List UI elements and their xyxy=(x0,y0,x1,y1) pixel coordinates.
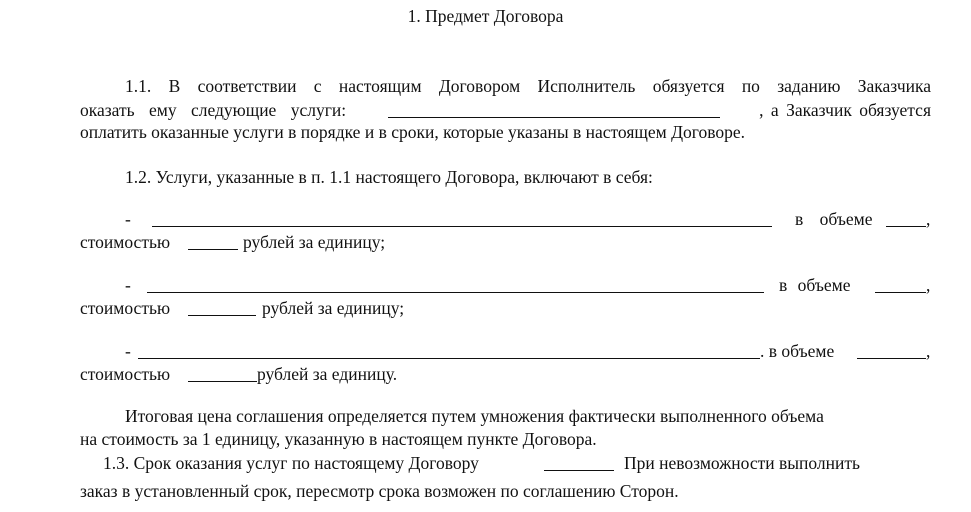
section-title: 1. Предмет Договора xyxy=(407,6,564,26)
item-3-cost-label: стоимостью xyxy=(80,364,171,384)
item-2-service-blank[interactable] xyxy=(147,275,764,293)
item-3-cost-blank[interactable] xyxy=(188,364,257,382)
item-3-volume-blank[interactable] xyxy=(857,341,926,359)
item-1-dash: - xyxy=(125,209,131,229)
paragraph-1-3-line-2: заказ в установленный срок, пересмотр срока возможен по соглашению Сторон. xyxy=(80,481,679,501)
paragraph-1-1-line-2-end: , а Заказчик обязуется xyxy=(759,100,931,120)
services-blank-field[interactable] xyxy=(388,100,720,118)
paragraph-1-1-line-3: оплатить оказанные услуги в порядке и в сроки, которые указаны в настоящем Договоре. xyxy=(80,122,746,142)
total-price-line-2: на стоимость за 1 единицу, указанную в настоящем пункте Договора. xyxy=(80,429,597,449)
item-2-volume-label: в объеме xyxy=(779,275,851,295)
word: настоящим xyxy=(338,76,422,96)
item-1-cost-suffix: рублей за единицу; xyxy=(243,232,386,252)
item-2-cost-blank[interactable] xyxy=(188,298,256,316)
paragraph-1-3-line-1-end: При невозможности выполнить xyxy=(624,453,861,473)
paragraph-1-1-line-2-start xyxy=(80,99,346,121)
item-2-volume-blank[interactable] xyxy=(875,275,926,293)
item-1-cost-label: стоимостью xyxy=(80,232,171,252)
paragraph-1-1-line-1 xyxy=(125,75,931,97)
item-1-volume-blank[interactable] xyxy=(886,209,926,227)
item-1-service-blank[interactable] xyxy=(152,209,772,227)
item-3-dash: - xyxy=(125,341,131,361)
item-3-volume-label: . в объеме xyxy=(760,341,835,361)
item-1-volume-label: в объеме xyxy=(795,209,873,229)
item-3-service-blank[interactable] xyxy=(138,341,760,359)
paragraph-1-3-line-1-start: 1.3. Срок оказания услуг по настоящему Договору xyxy=(103,453,479,473)
paragraph-1-2-intro: 1.2. Услуги, указанные в п. 1.1 настоящего Договора, включают в себя: xyxy=(125,167,653,187)
item-3-cost-suffix: рублей за единицу. xyxy=(257,364,398,384)
word: с xyxy=(313,76,322,96)
item-2-dash: - xyxy=(125,275,131,295)
item-2-comma: , xyxy=(926,275,931,295)
item-3-comma: , xyxy=(926,341,931,361)
item-2-cost-label: стоимостью xyxy=(80,298,171,318)
item-1-comma: , xyxy=(926,209,931,229)
word: Договором xyxy=(438,76,521,96)
word: Заказчика xyxy=(857,76,931,96)
total-price-line-1: Итоговая цена соглашения определяется путем умножения фактически выполненного объема xyxy=(125,406,824,426)
word: 1.1. xyxy=(125,76,152,96)
item-2-cost-suffix: рублей за единицу; xyxy=(262,298,405,318)
item-1-cost-blank[interactable] xyxy=(188,232,238,250)
term-blank-field[interactable] xyxy=(544,453,614,471)
word: заданию xyxy=(777,76,841,96)
word: соответствии xyxy=(197,76,297,96)
word: обязуется xyxy=(652,76,725,96)
word: В xyxy=(168,76,181,96)
word: по xyxy=(741,76,760,96)
word: Исполнитель xyxy=(537,76,636,96)
services-label: оказать ему следующие услуги: xyxy=(80,100,347,120)
